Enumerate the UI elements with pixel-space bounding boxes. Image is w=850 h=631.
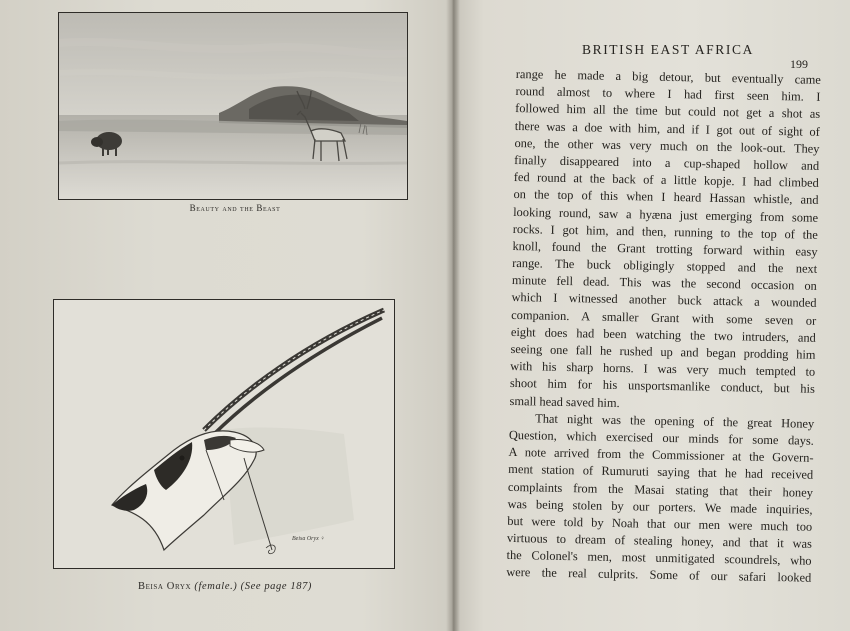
text-line: the Colonel's men, most unmitigated scoundrels, who xyxy=(506,548,812,569)
text-line: knoll, found the Grant trotting forward within easy xyxy=(512,238,818,259)
text-line: small head saved him. xyxy=(509,393,620,410)
page-number: 199 xyxy=(790,57,808,71)
text-line: Question, which exercised our minds for some days. xyxy=(508,427,814,448)
text-line: complaints from the Masai stating that their honey xyxy=(507,479,814,500)
text-line: companion. A smaller Grant with some seven or xyxy=(511,307,817,328)
text-line: virtuous to dream of stealing honey, and that it was xyxy=(506,530,813,551)
text-line: looking round, saw a hyæna just emerging from some xyxy=(513,204,819,225)
plate-caption: Beauty and the Beast xyxy=(189,203,281,213)
text-line: followed him all the time but could not get a shot as xyxy=(515,101,821,122)
illustration-beauty-and-the-beast xyxy=(58,12,408,200)
artist-signature-note: Beisa Oryx ♀ xyxy=(292,536,325,542)
text-line: seeing one fall he rushed up and began prodding him xyxy=(510,341,816,362)
oryx-drawing xyxy=(54,300,394,568)
caption-title: Beisa Oryx xyxy=(137,581,192,592)
text-line: with his sharp horns. I was very much tempted to xyxy=(510,359,816,379)
text-line: range. The buck obligingly stopped and the next xyxy=(512,256,818,276)
illustration-beisa-oryx xyxy=(53,299,395,569)
text-line: was being stolen by our porters. We made inquiries, xyxy=(507,496,813,517)
text-line: were the real culprits. Some of our safari looked xyxy=(506,565,812,586)
running-head: BRITISH EAST AFRICA xyxy=(582,42,754,57)
book-gutter xyxy=(446,0,460,631)
text-line: finally disappeared into a cup-shaped hollow and xyxy=(514,152,820,173)
text-line: on the top of this when I heard Hassan whistle, and xyxy=(513,187,819,208)
text-line: round almost to where I had first seen him. I xyxy=(515,84,821,105)
text-line: rocks. I got him, and then, running to the top of the xyxy=(512,221,818,242)
text-line: eight does had been watching the two intruders, and xyxy=(510,324,816,345)
landscape-drawing xyxy=(59,13,407,199)
text-line: which I witnessed another buck attack a wounded xyxy=(511,290,817,311)
caption-female: (female.) xyxy=(194,581,238,592)
text-line: A note arrived from the Commissioner at the Govern- xyxy=(508,445,814,465)
body-text xyxy=(506,66,821,587)
plate-caption-oryx xyxy=(120,581,330,592)
text-line: That night was the opening of the great Honey xyxy=(535,411,815,431)
text-line: there was a doe with him, and if I got out of sight of xyxy=(514,118,820,139)
text-line: shoot him for his unsportsmanlike conduct, but his xyxy=(509,376,815,397)
text-line: fed round at the back of a little kopje. I had climbed xyxy=(513,170,819,190)
caption-page-ref: (See page 187) xyxy=(240,581,313,592)
text-line: one, the other was very much on the look-out. They xyxy=(514,135,820,156)
text-line: but were told by Noah that our men were much too xyxy=(507,513,813,534)
text-line: ment station of Rumuruti saying that he had received xyxy=(508,462,814,483)
text-line: range he made a big detour, but eventually came xyxy=(515,66,821,87)
text-line: minute fell dead. This was the second occasion on xyxy=(511,273,817,294)
